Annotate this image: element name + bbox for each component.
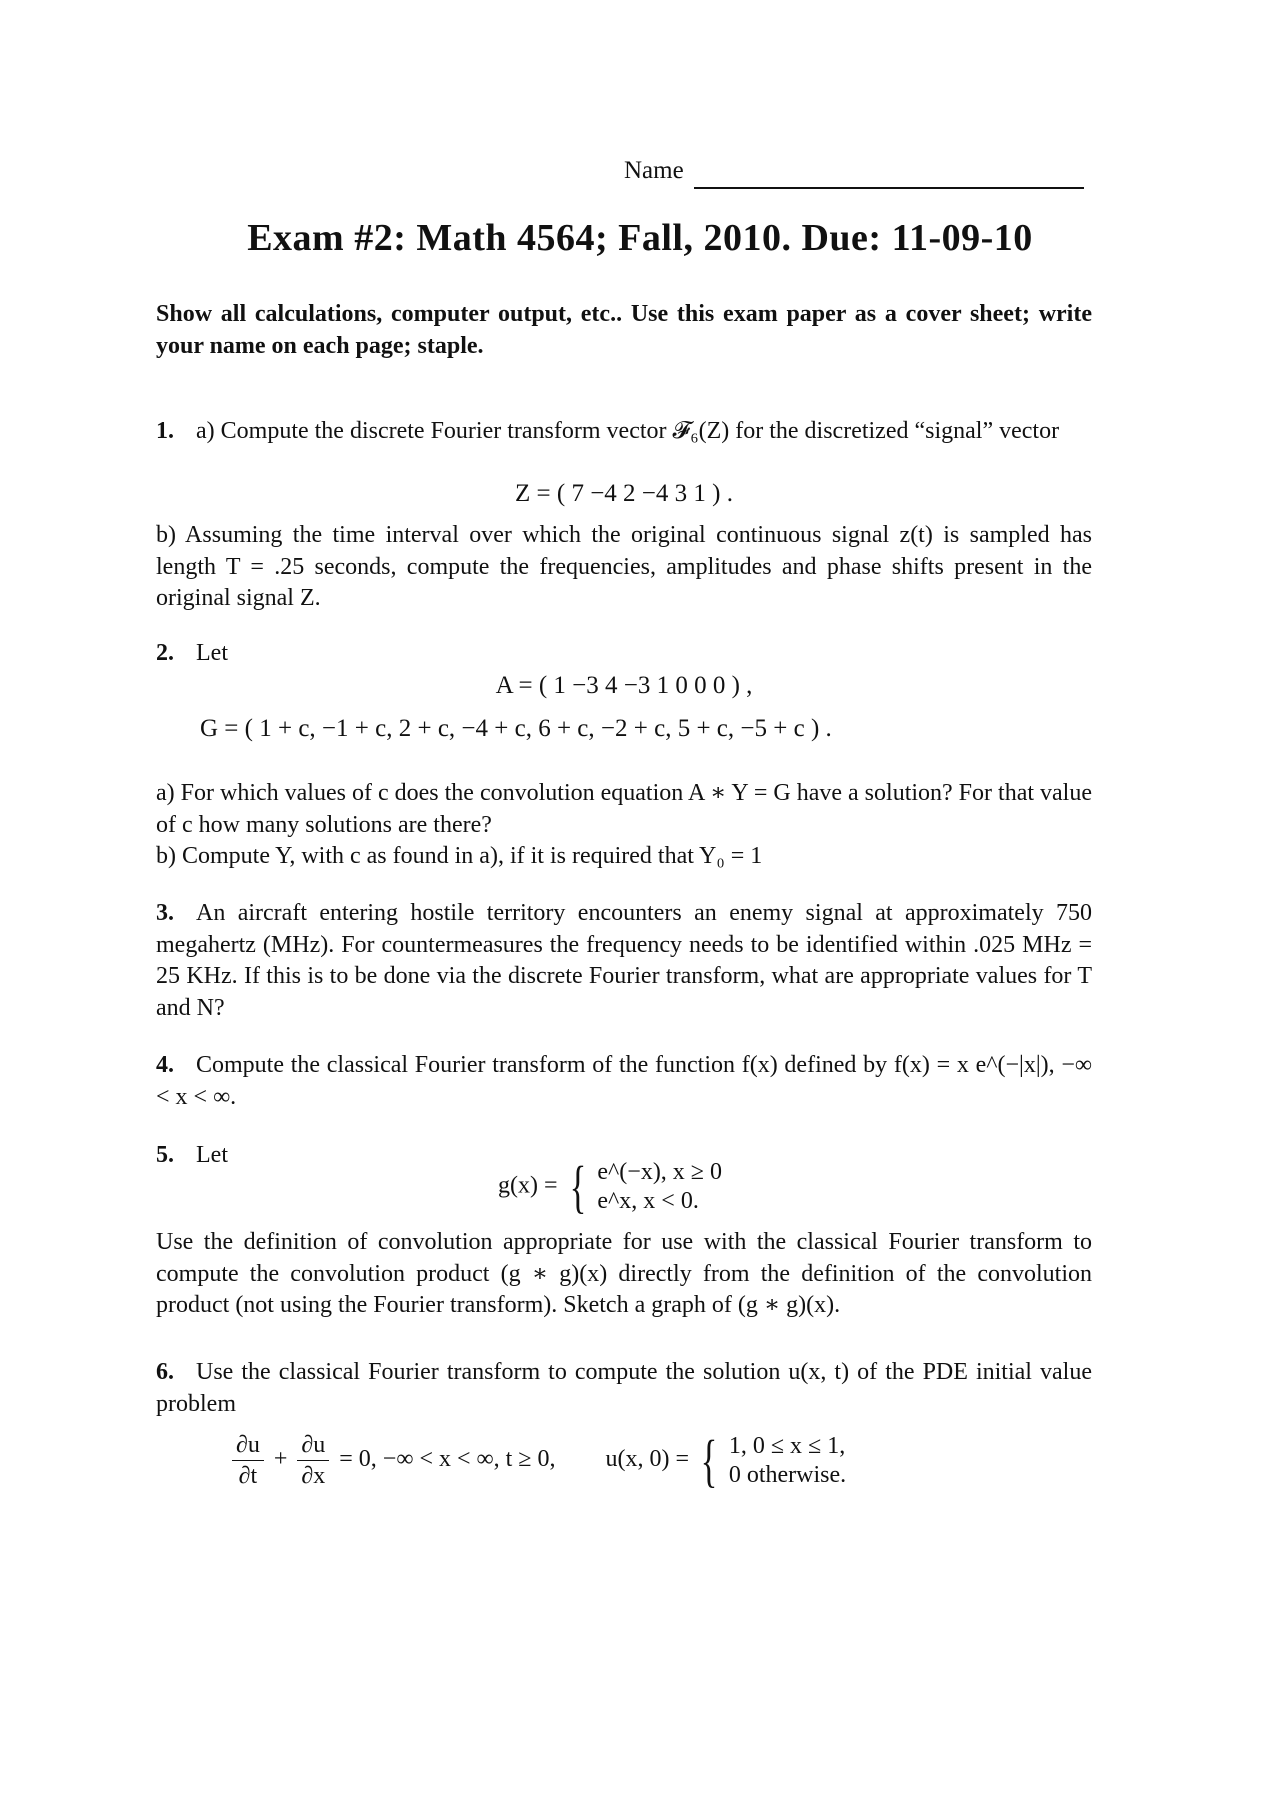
- problem-6: [156, 1357, 1092, 1420]
- case-1: e^(−x), x ≥ 0: [597, 1159, 722, 1185]
- problem-1-part-b: b) Assuming the time interval over which the original continuous signal z(t) is sampled has length T = .25 seconds, compute the frequencies, amplitudes and phase shifts present in the original signal Z.: [156, 522, 1092, 611]
- plus-sign: +: [273, 1446, 288, 1473]
- problem-5-text: Use the definition of convolution appropriate for use with the classical Fourier transform to compute the convolution product (g ∗ g)(x) directly from the definition of the convolution product (not using the Fourier transform). Sketch a graph of (g ∗ g)(x).: [156, 1229, 1092, 1318]
- problem-text: Compute the classical Fourier transform of the function f(x) defined by f(x) = x e^(−|x|), −∞ < x < ∞.: [156, 1052, 1092, 1110]
- name-field: [624, 157, 684, 185]
- problem-number: 1.: [156, 418, 174, 444]
- problem-text: An aircraft entering hostile territory encounters an enemy signal at approximately 750 megahertz (MHz). For countermeasures the frequency needs to be identified within .025 MHz = 25 KHz. If this is to be done via the discrete Fourier transform, what are appropriate values for T and N?: [156, 900, 1092, 1021]
- initial-condition-cases: [729, 1432, 846, 1490]
- problem-number: 3.: [156, 900, 174, 926]
- instructions: Show all calculations, computer output, etc.. Use this exam paper as a cover sheet; write your name on each page; staple.: [156, 301, 1092, 359]
- problem-1-equation: Z = ( 7 −4 2 −4 3 1 ) .: [515, 480, 733, 507]
- numerator: ∂u: [232, 1430, 264, 1461]
- problem-text: Let: [196, 640, 228, 666]
- denominator: ∂t: [238, 1463, 258, 1489]
- fraction-du-dt: [232, 1430, 264, 1491]
- problem-text: a) Compute the discrete Fourier transform vector 𝓕₆(Z) for the discretized “signal” vector: [196, 418, 1060, 444]
- case-2: e^x, x < 0.: [597, 1188, 699, 1214]
- problem-number: 4.: [156, 1052, 174, 1078]
- pde-conditions: = 0, −∞ < x < ∞, t ≥ 0,: [339, 1446, 556, 1473]
- numerator: ∂u: [297, 1430, 329, 1461]
- ic-case-1: 1, 0 ≤ x ≤ 1,: [728, 1432, 846, 1459]
- exam-title: Exam #2: Math 4564; Fall, 2010. Due: 11-09-10: [247, 217, 1033, 259]
- problem-number: 2.: [156, 640, 174, 666]
- problem-2-part-a: a) For which values of c does the convolution equation A ∗ Y = G have a solution? For that value of c how many solutions are there?: [156, 780, 1092, 838]
- problem-number: 6.: [156, 1359, 174, 1385]
- piecewise-cases: [597, 1158, 722, 1216]
- left-brace: {: [700, 1427, 718, 1493]
- problem-text: Let: [196, 1142, 228, 1168]
- ic-case-2: 0 otherwise.: [728, 1461, 847, 1488]
- problem-2-equation-g: G = ( 1 + c, −1 + c, 2 + c, −4 + c, 6 + c, −2 + c, 5 + c, −5 + c ) .: [200, 715, 832, 742]
- problem-2-equation-a: A = ( 1 −3 4 −3 1 0 0 0 ) ,: [495, 672, 753, 699]
- g-lhs: g(x) =: [498, 1172, 558, 1199]
- problem-6-equation: [228, 1427, 1164, 1493]
- problem-2-lead: [156, 638, 1092, 670]
- problem-4: [156, 1050, 1092, 1113]
- initial-condition-lhs: u(x, 0) =: [605, 1446, 689, 1473]
- name-label: Name: [624, 157, 684, 184]
- left-brace: {: [569, 1154, 586, 1219]
- problem-5-definition: [498, 1154, 1280, 1219]
- problem-3: [156, 898, 1092, 1024]
- name-underline: [694, 187, 1084, 189]
- problem-text: Use the classical Fourier transform to compute the solution u(x, t) of the PDE initial value problem: [156, 1359, 1092, 1417]
- problem-2-part-b: b) Compute Y, with c as found in a), if it is required that Y₀ = 1: [156, 843, 763, 869]
- denominator: ∂x: [301, 1463, 326, 1489]
- fraction-du-dx: [297, 1430, 329, 1491]
- problem-1-part-a: [156, 416, 1092, 448]
- problem-number: 5.: [156, 1142, 174, 1168]
